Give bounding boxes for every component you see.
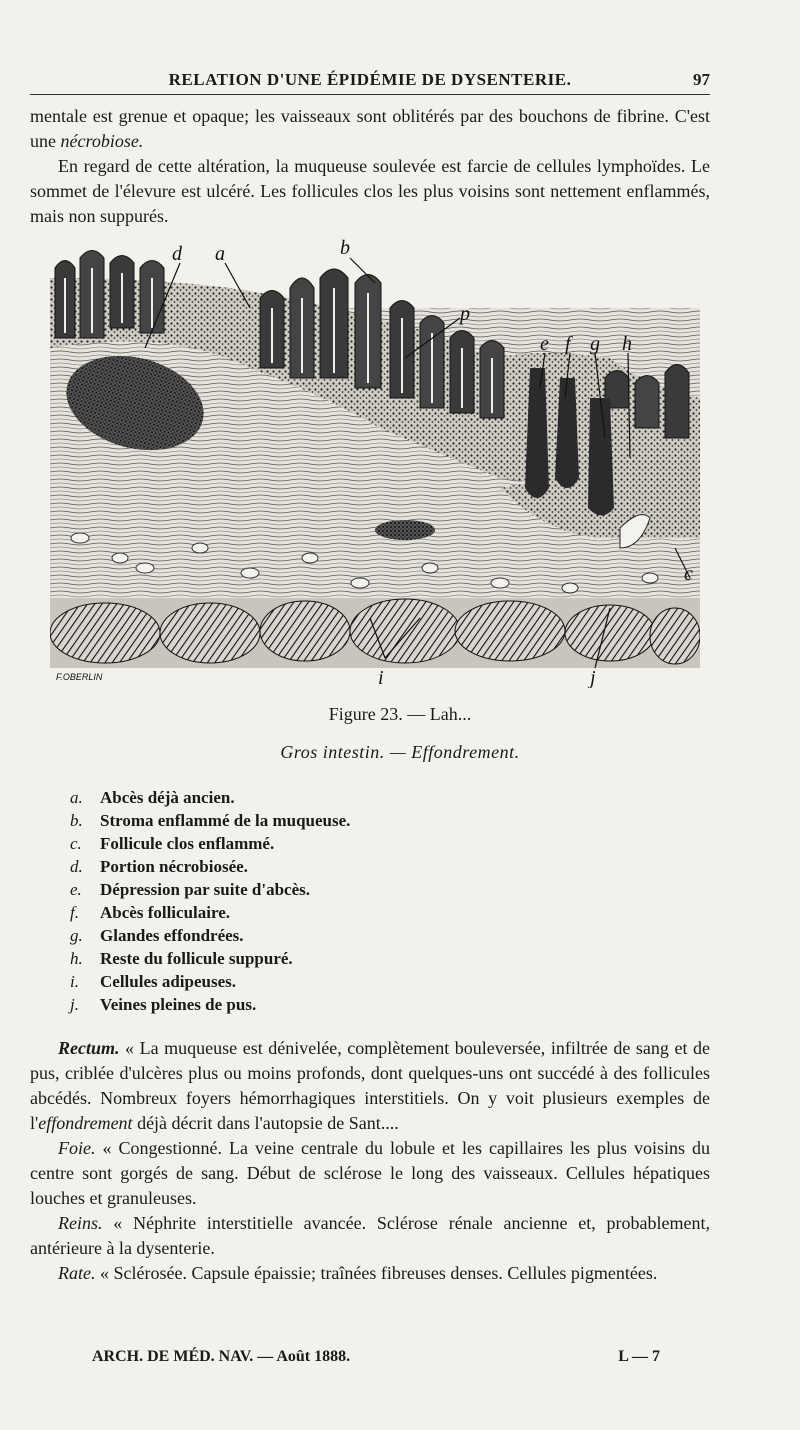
legend-item <box>70 993 710 1016</box>
foie-paragraph <box>30 1136 710 1211</box>
legend-text: Stroma enflammé de la muqueuse. <box>100 811 351 830</box>
legend-item <box>70 855 710 878</box>
legend-letter: i. <box>70 972 79 991</box>
legend-text: Veines pleines de pus. <box>100 995 257 1014</box>
legend-text: Cellules adipeuses. <box>100 972 237 991</box>
figure-label-j: j <box>590 667 596 688</box>
reins-label: Reins. <box>58 1213 103 1233</box>
legend-letter: g. <box>70 926 83 945</box>
page-number: 97 <box>693 70 710 89</box>
figure-subtitle: Gros intestin. — Effondrement. <box>280 742 520 762</box>
organ-sections <box>30 1036 710 1286</box>
legend-text: Dépression par suite d'abcès. <box>100 880 311 899</box>
legend-text: Portion nécrobiosée. <box>100 857 248 876</box>
running-header <box>30 68 710 95</box>
figure-label-h: h <box>622 333 632 355</box>
legend-letter: d. <box>70 857 83 876</box>
legend-letter: b. <box>70 811 83 830</box>
rectum-italic: effondrement <box>38 1113 133 1133</box>
figure-label-d: d <box>172 243 182 265</box>
legend-letter: f. <box>70 903 79 922</box>
figure-label-f: f <box>565 333 571 355</box>
legend-text: Abcès folliculaire. <box>100 903 230 922</box>
legend-letter: e. <box>70 880 82 899</box>
foie-text: « Congestionné. La veine centrale du lobule et les capillaires les plus voisins du centre sont gorgés de sang. Début de sclérose le long des vaisseaux. Cellules hépatiques louches et granuleuses. <box>30 1138 710 1208</box>
legend-text: Reste du follicule suppuré. <box>100 949 293 968</box>
legend-item <box>70 809 710 832</box>
legend-item <box>70 878 710 901</box>
figure-label-i: i <box>378 667 384 688</box>
rectum-label: Rectum. <box>58 1038 120 1058</box>
reins-paragraph <box>30 1211 710 1261</box>
legend-item <box>70 901 710 924</box>
paragraph-1-text: mentale est grenue et opaque; les vaisseaux sont oblitérés par des bouchons de fibrine. C'est une <box>30 106 710 151</box>
figure-caption: Figure 23. — Lah... <box>328 704 472 724</box>
rate-text: « Sclérosée. Capsule épaissie; traînées fibreuses denses. Cellules pigmentées. <box>95 1263 658 1283</box>
footer-signature: L — 7 <box>618 1348 660 1365</box>
legend-item <box>70 786 710 809</box>
header-title: RELATION D'UNE ÉPIDÉMIE DE DYSENTERIE. <box>168 70 572 89</box>
legend-text: Abcès déjà ancien. <box>100 788 235 807</box>
rectum-text: « La muqueuse est dénivelée, complètement bouleversée, infiltrée de sang et de pus, criblée d'ulcères plus ou moins profonds, dont quelques-uns ont succédé à des follicules abcédés. Nombreux foyers hémorrhagiques interstitiels. On y voit plusieurs exemples de l' <box>30 1038 710 1133</box>
figure-legend <box>70 786 710 1016</box>
footer-journal: ARCH. DE MÉD. NAV. — Août 1888. <box>92 1348 351 1365</box>
legend-letter: h. <box>70 949 83 968</box>
legend-letter: j. <box>70 995 79 1014</box>
rectum-text-end: déjà décrit dans l'autopsie de Sant.... <box>132 1113 399 1133</box>
figure-label-g: g <box>590 333 600 355</box>
figure-label-b: b <box>340 238 350 259</box>
rectum-paragraph <box>30 1036 710 1136</box>
figure-label-e: e <box>540 333 549 355</box>
legend-letter: a. <box>70 788 83 807</box>
engraver-signature: F.OBERLIN <box>56 672 103 682</box>
rate-paragraph <box>30 1261 710 1286</box>
legend-item <box>70 832 710 855</box>
rate-label: Rate. <box>58 1263 96 1283</box>
foie-label: Foie. <box>58 1138 96 1158</box>
reins-text: « Néphrite interstitielle avancée. Sclérose rénale ancienne et, probablement, antérieure à la dysenterie. <box>30 1213 710 1258</box>
histology-figure <box>50 238 700 688</box>
figure-label-a: a <box>215 243 225 265</box>
figure-label-c: c <box>684 563 693 585</box>
paragraph-2: En regard de cette altération, la muqueuse soulevée est farcie de cellules lymphoïdes. Le sommet de l'élevure est ulcéré. Les follicules clos les plus voisins sont nettement enflammés, mais non suppurés. <box>30 156 710 226</box>
figure-label-p: p <box>460 303 470 325</box>
legend-item <box>70 970 710 993</box>
intro-text <box>30 104 710 229</box>
legend-letter: c. <box>70 834 82 853</box>
histology-engraving <box>50 238 700 688</box>
legend-text: Glandes effondrées. <box>100 926 244 945</box>
legend-text: Follicule clos enflammé. <box>100 834 275 853</box>
paragraph-1-italic: nécrobiose. <box>60 131 144 151</box>
legend-item <box>70 924 710 947</box>
legend-item <box>70 947 710 970</box>
paragraph-1 <box>30 104 710 154</box>
